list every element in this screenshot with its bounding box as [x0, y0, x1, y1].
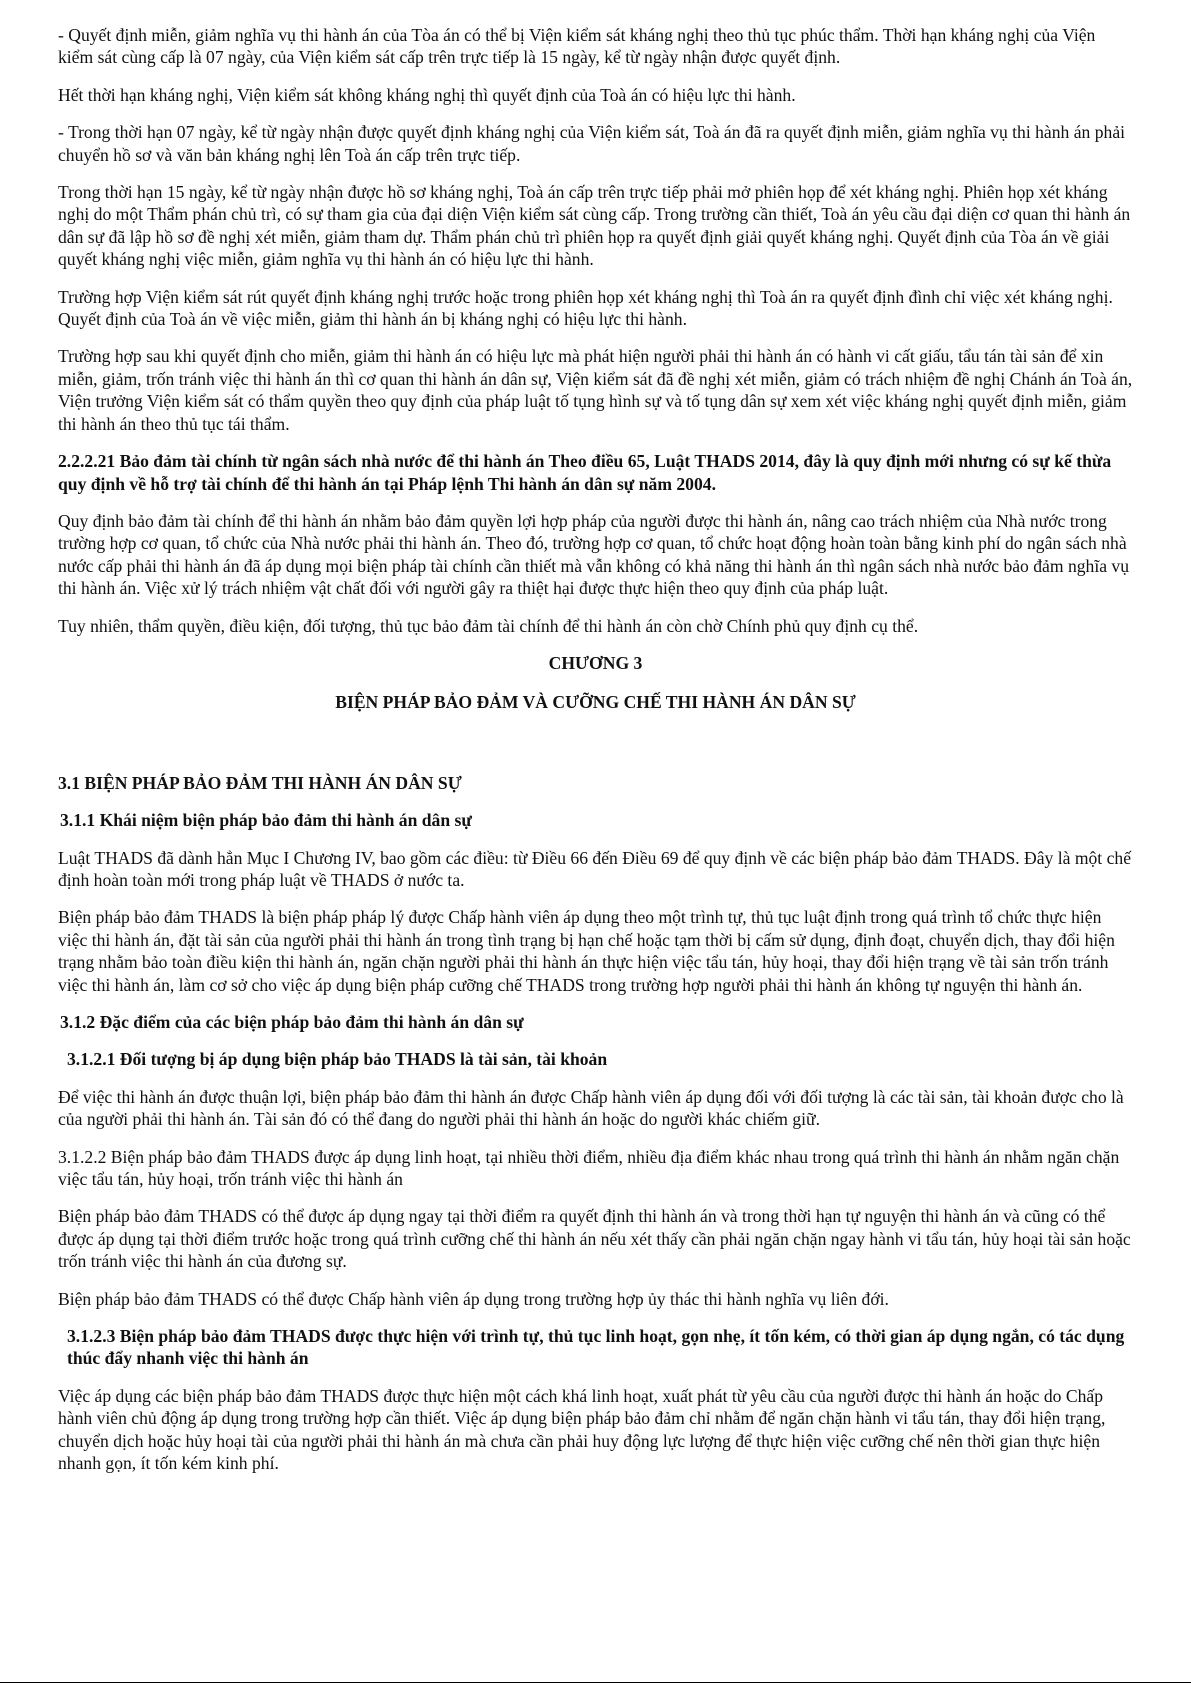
page-bottom-rule	[0, 1682, 1191, 1683]
paragraph-flexible-procedure: Việc áp dụng các biện pháp bảo đảm THADS được thực hiện một cách khá linh hoạt, xuất phát từ yêu cầu của người được thi hành án hoặc do Chấp hành viên chủ động áp dụng trong trường hợp cần thiết. Việc áp dụng biện pháp bảo đảm chỉ nhằm để ngăn chặn hành vi tẩu tán, thay đổi hiện trạng, chuyển dịch hoặc hủy hoại tài của người phải thi hành án mà chưa cần phải huy động lực lượng để thực hiện việc cưỡng chế nên thời gian thực hiện nhanh gọn, ít tốn kém kinh phí.	[58, 1385, 1106, 1474]
paragraph-protest-appeal: - Quyết định miễn, giảm nghĩa vụ thi hành án của Tòa án có thể bị Viện kiểm sát kháng nghị theo thủ tục phúc thẩm. Thời hạn kháng nghị của Viện kiểm sát cùng cấp là 07 ngày, của Viện kiểm sát cấp trên trực tiếp là 15 ngày, kể từ ngày nhận được quyết định.	[58, 25, 1096, 68]
paragraph-protest-withdrawal: Trường hợp Viện kiểm sát rút quyết định kháng nghị trước hoặc trong phiên họp xét kháng nghị thì Toà án ra quyết định đình chỉ việc xét kháng nghị. Quyết định của Toà án về việc miễn, giảm thi hành án bị kháng nghị có hiệu lực thi hành.	[58, 286, 1113, 330]
chapter-title: BIỆN PHÁP BẢO ĐẢM VÀ CƯỠNG CHẾ THI HÀNH ÁN DÂN SỰ	[335, 692, 856, 713]
paragraph-retrial: Trường hợp sau khi quyết định cho miễn, giảm thi hành án có hiệu lực mà phát hiện người phải thi hành án có hành vi cất giấu, tẩu tán tài sản để xin miễn, giảm, trốn tránh việc thi hành án thì cơ quan thi hành án dân sự, Viện kiểm sát đã đề nghị xét miễn, giảm có trách nhiệm đề nghị Chánh án Toà án, Viện trưởng Viện kiểm sát có thẩm quyền theo quy định của pháp luật tố tụng hình sự và tố tụng dân sự xem xét việc kháng nghị quyết định miễn, giảm thi hành án theo thủ tục tái thẩm.	[58, 346, 1133, 434]
paragraph-thads-law: Luật THADS đã dành hẳn Mục I Chương IV, bao gồm các điều: từ Điều 66 đến Điều 69 để quy định về các biện pháp bảo đảm THADS. Đây là một chế định hoàn toàn mới trong pháp luật về THADS ở nước ta.	[58, 847, 1132, 890]
paragraph-government-regulation: Tuy nhiên, thẩm quyền, điều kiện, đối tượng, thủ tục bảo đảm tài chính để thi hành án còn chờ Chính phủ quy định cụ thể.	[58, 615, 919, 636]
section-heading-3-1-1: 3.1.1 Khái niệm biện pháp bảo đảm thi hành án dân sự	[60, 810, 472, 831]
paragraph-asset-subject: Để việc thi hành án được thuận lợi, biện pháp bảo đảm thi hành án được Chấp hành viên áp dụng đối với đối tượng là các tài sản, tài khoản được cho là của người phải thi hành án. Tài sản đó có thể đang do người phải thi hành án hoặc do người khác chiếm giữ.	[58, 1086, 1124, 1130]
document-page	[58, 24, 1133, 1490]
paragraph-financial-guarantee: Quy định bảo đảm tài chính để thi hành án nhằm bảo đảm quyền lợi hợp pháp của người được thi hành án, nâng cao trách nhiệm của Nhà nước trong trường hợp cơ quan, tổ chức của Nhà nước phải thi hành án. Theo đó, trường hợp cơ quan, tổ chức hoạt động hoàn toàn bằng kinh phí do ngân sách nhà nước cấp phải thi hành án đã áp dụng mọi biện pháp tài chính cần thiết mà vẫn không có khả năng thi hành án thì ngân sách nhà nước bảo đảm nghĩa vụ thi hành án. Việc xử lý trách nhiệm vật chất đối với người gây ra thiệt hại được thực hiện theo quy định của pháp luật.	[58, 510, 1130, 599]
section-heading-3-1-2: 3.1.2 Đặc điểm của các biện pháp bảo đảm thi hành án dân sự	[60, 1012, 524, 1032]
paragraph-protest-expiry: Hết thời hạn kháng nghị, Viện kiểm sát không kháng nghị thì quyết định của Toà án có hiệu lực thi hành.	[58, 84, 796, 105]
paragraph-protest-hearing: Trong thời hạn 15 ngày, kể từ ngày nhận được hồ sơ kháng nghị, Toà án cấp trên trực tiếp phải mở phiên họp để xét kháng nghị. Phiên họp xét kháng nghị do một Thẩm phán chủ trì, có sự tham gia của đại diện Viện kiểm sát cùng cấp. Trong trường cần thiết, Toà án yêu cầu đại diện cơ quan thi hành án dân sự đã lập hồ sơ đề nghị xét miễn, giảm tham dự. Thẩm phán chủ trì phiên họp ra quyết định giải quyết kháng nghị. Quyết định của Tòa án về giải quyết kháng nghị việc miễn, giảm nghĩa vụ thi hành án có hiệu lực thi hành.	[58, 182, 1131, 270]
section-heading-3-1-2-1: 3.1.2.1 Đối tượng bị áp dụng biện pháp bảo THADS là tài sản, tài khoản	[67, 1049, 608, 1070]
section-heading-3-1-2-3: 3.1.2.3 Biện pháp bảo đảm THADS được thực hiện với trình tự, thủ tục linh hoạt, gọn nhẹ, ít tốn kém, có thời gian áp dụng ngắn, có tác dụng thúc đẩy nhanh việc thi hành án	[67, 1326, 1125, 1369]
section-heading-3-1: 3.1 BIỆN PHÁP BẢO ĐẢM THI HÀNH ÁN DÂN SỰ	[58, 772, 462, 793]
paragraph-transfer-dossier: - Trong thời hạn 07 ngày, kể từ ngày nhận được quyết định kháng nghị của Viện kiểm sát, Toà án đã ra quyết định miễn, giảm nghĩa vụ thi hành án phải chuyển hồ sơ và văn bản kháng nghị lên Toà án cấp trên trực tiếp.	[58, 122, 1126, 165]
paragraph-timing-application: Biện pháp bảo đảm THADS có thể được áp dụng ngay tại thời điểm ra quyết định thi hành án và trong thời hạn tự nguyện thi hành án và cũng có thể được áp dụng tại thời điểm trước hoặc trong quá trình cưỡng chế thi hành án nếu xét thấy cần phải ngăn chặn ngay hành vi tẩu tán, hủy hoại tài sản hoặc trốn tránh việc thi hành án của đương sự.	[58, 1206, 1131, 1272]
chapter-label: CHƯƠNG 3	[548, 652, 643, 673]
paragraph-3-1-2-2-title: 3.1.2.2 Biện pháp bảo đảm THADS được áp dụng linh hoạt, tại nhiều thời điểm, nhiều địa điểm khác nhau trong quá trình thi hành án nhằm ngăn chặn việc tẩu tán, hủy hoại, trốn tránh việc thi hành án	[58, 1146, 1120, 1190]
paragraph-thads-definition: Biện pháp bảo đảm THADS là biện pháp pháp lý được Chấp hành viên áp dụng theo một trình tự, thủ tục luật định trong quá trình tổ chức thực hiện việc thi hành án, đặt tài sản của người phải thi hành án trong tình trạng bị hạn chế hoặc tạm thời bị cấm sử dụng, định đoạt, chuyển dịch, thay đổi hiện trạng nhằm bảo toàn điều kiện thi hành án, ngăn chặn người phải thi hành án thực hiện việc tẩu tán, hủy hoại, thay đổi hiện trạng về tài sản trốn tránh việc thi hành án, làm cơ sở cho việc áp dụng biện pháp cưỡng chế THADS trong trường hợp người phải thi hành án không tự nguyện thi hành án.	[58, 907, 1115, 995]
paragraph-entrustment: Biện pháp bảo đảm THADS có thể được Chấp hành viên áp dụng trong trường hợp ủy thác thi hành nghĩa vụ liên đới.	[58, 1288, 889, 1309]
section-heading-2-2-2-21: 2.2.2.21 Bảo đảm tài chính từ ngân sách nhà nước để thi hành án Theo điều 65, Luật THADS 2014, đây là quy định mới nhưng có sự kế thừa quy định về hỗ trợ tài chính để thi hành án tại Pháp lệnh Thi hành án dân sự năm 2004.	[58, 451, 1112, 494]
